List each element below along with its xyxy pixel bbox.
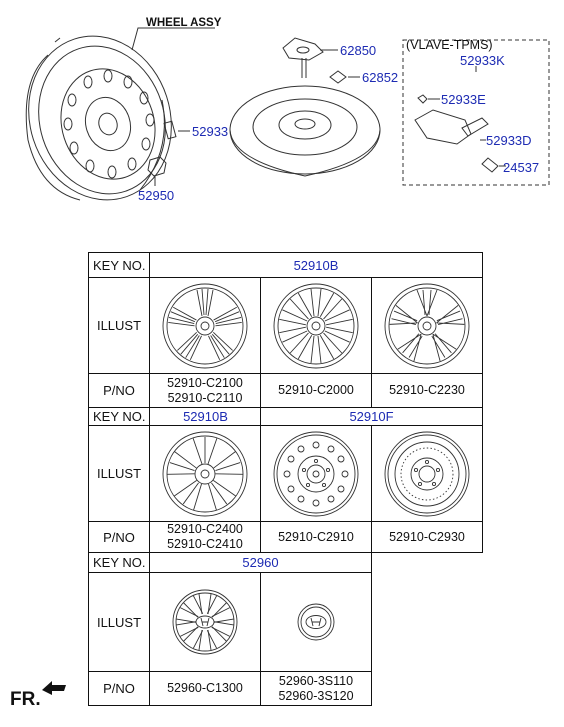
callout-52933E: 52933E [441,92,486,107]
pno-52910-C2910: 52910-C2910 [278,529,354,544]
steel-wheel-c2930 [382,429,472,519]
pno-52910-C2110: 52910-C2110 [167,390,243,405]
valve-cap-24537 [482,158,498,172]
callout-52933: 52933 [192,124,229,139]
pno-52910-C2930: 52910-C2930 [389,529,465,544]
key-no-label: KEY NO. [88,252,150,278]
pno-52910-C2400: 52910-C2400 [167,522,243,536]
key-52910B-2: 52910B [149,407,261,426]
key-52910F: 52910F [260,407,483,426]
illust-cell-2 [260,277,372,374]
illust-label-2: ILLUST [88,425,150,522]
callout-52933D: 52933D [486,133,532,148]
illust-cell-7 [149,572,261,672]
pno-52960-3S110: 52960-3S110 [278,673,354,688]
illust-cell-6 [371,425,483,522]
callout-52950: 52950 [138,188,175,203]
pno-cell-4 [149,521,261,553]
pno-52910-C2230: 52910-C2230 [389,383,465,397]
screw-52933E [418,95,427,103]
key-no-label-3: KEY NO. [88,552,150,573]
center-cap-3s110 [271,577,361,667]
pno-cell-1 [149,373,261,408]
washer-62852 [330,71,346,83]
tpms-title: (VLAVE-TPMS) [406,38,493,52]
callout-62852: 62852 [362,70,399,85]
illust-cell-3 [371,277,483,374]
wheel-rim-inner [20,30,184,211]
illust-label: ILLUST [88,277,150,374]
alloy-wheel-c2230 [382,281,472,371]
front-arrow-icon [40,678,68,696]
callout-52933K: 52933K [460,53,505,68]
pno-label-3: P/NO [88,671,150,706]
pno-52910-C2410: 52910-C2410 [167,537,243,551]
pno-cell-8 [260,671,372,706]
alloy-wheel-c2000 [271,281,361,371]
tpms-sensor-52933D [415,110,471,144]
callout-62850: 62850 [340,43,377,58]
wheel-cap-c1300 [160,577,250,667]
pno-52910-C2000: 52910-C2000 [278,383,354,397]
pno-52960-C1300: 52960-C1300 [167,681,243,695]
wheel-assy-leader [132,28,215,50]
pno-label: P/NO [88,373,150,408]
key-52910B-1: 52910B [149,252,483,278]
pno-52910-C2100: 52910-C2100 [167,375,243,390]
illust-cell-1 [149,277,261,374]
illust-cell-5 [260,425,372,522]
pno-label-2: P/NO [88,521,150,553]
pno-cell-3 [371,373,483,408]
callout-24537: 24537 [503,160,540,175]
pno-cell-2 [260,373,372,408]
steel-wheel-c2910 [271,429,361,519]
fr-label: FR. [10,689,41,710]
illust-cell-4 [149,425,261,522]
pno-cell-7 [149,671,261,706]
wheel-assy-label: WHEEL ASSY [146,17,222,29]
illust-label-3: ILLUST [88,572,150,672]
lock-bolt-62850 [283,38,323,60]
illust-cell-8 [260,572,372,672]
pno-cell-5 [260,521,372,553]
key-no-label-2: KEY NO. [88,407,150,426]
key-52960: 52960 [149,552,372,573]
pno-52960-3S120: 52960-3S120 [278,688,354,703]
alloy-wheel-c2100 [160,281,250,371]
pno-cell-6 [371,521,483,553]
alloy-wheel-c2400 [160,429,250,519]
